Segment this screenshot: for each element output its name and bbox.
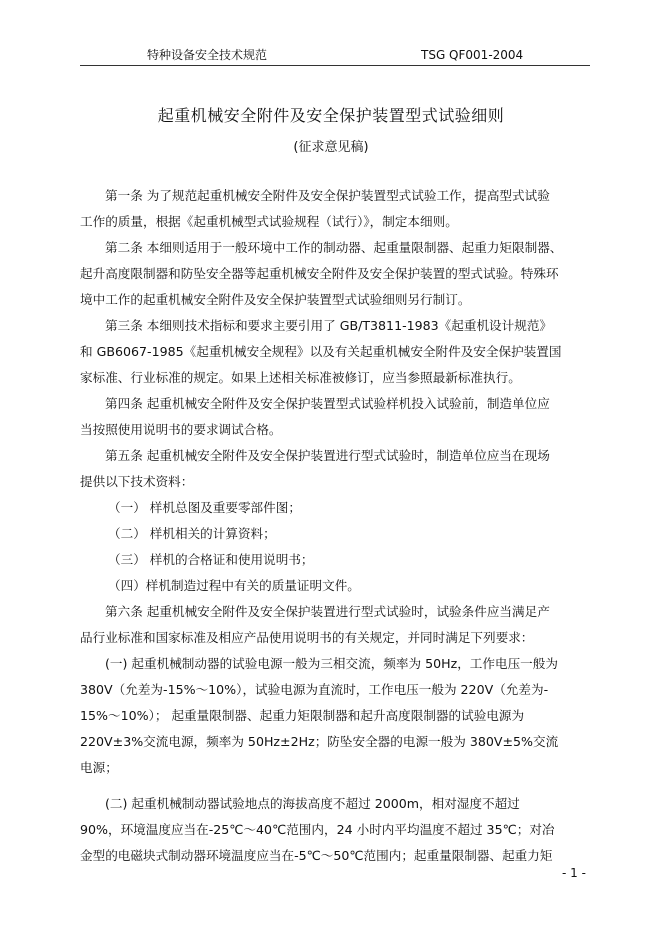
article-3-line: 第三条 本细则技术指标和要求主要引用了 GB/T3811-1983《起重机设计规范》 <box>105 318 553 333</box>
list-item: （一） 样机总图及重要零部件图； <box>108 500 301 515</box>
article-6-line: 品行业标准和国家标准及相应产品使用说明书的有关规定，并同时满足下列要求： <box>80 630 534 645</box>
article-2-line: 第二条 本细则适用于一般环境中工作的制动器、起重量限制器、起重力矩限制器、 <box>105 240 563 255</box>
article-1-line: 工作的质量，根据《起重机械型式试验规程（试行）》，制定本细则。 <box>80 214 458 229</box>
article-2-line: 起升高度限制器和防坠安全器等起重机械安全附件及安全保护装置的型式试验。特殊环 <box>80 266 559 281</box>
document-title: 起重机械安全附件及安全保护装置型式试验细则 <box>157 106 505 125</box>
requirement-1-line: 电源； <box>80 760 118 775</box>
article-4-line: 第四条 起重机械安全附件及安全保护装置型式试验样机投入试验前，制造单位应 <box>105 396 550 411</box>
requirement-1-line: (一) 起重机械制动器的试验电源一般为三相交流，频率为 50Hz，工作电压一般为 <box>105 656 558 671</box>
requirement-2-line: 90%，环境温度应当在-25℃～40℃范围内，24 小时内平均温度不超过 35℃；对冶 <box>80 822 555 837</box>
article-5-line: 第五条 起重机械安全附件及安全保护装置进行型式试验时，制造单位应当在现场 <box>105 448 550 463</box>
article-3-line: 和 GB6067-1985《起重机械安全规程》以及有关起重机械安全附件及安全保护装置国 <box>80 344 562 359</box>
requirement-1-line: 380V（允差为-15%～10%），试验电源为直流时，工作电压一般为 220V（允差为- <box>80 682 549 697</box>
requirement-1-line: 220V±3%交流电源，频率为 50Hz±2Hz；防坠安全器的电源一般为 380V±5%交流 <box>80 734 559 749</box>
document-subtitle: (征求意见稿) <box>293 140 369 155</box>
list-item: （二） 样机相关的计算资料； <box>108 526 276 541</box>
header-divider <box>80 65 590 66</box>
page-header <box>80 46 590 64</box>
list-item: （四）样机制造过程中有关的质量证明文件。 <box>108 578 360 593</box>
article-1-line: 第一条 为了规范起重机械安全附件及安全保护装置型式试验工作，提高型式试验 <box>105 188 550 203</box>
page-number: - 1 - <box>562 866 586 880</box>
header-spec-name: 特种设备安全技术规范 <box>147 48 268 62</box>
article-3-line: 家标准、行业标准的规定。如果上述相关标准被修订，应当参照最新标准执行。 <box>80 370 521 385</box>
article-6-line: 第六条 起重机械安全附件及安全保护装置进行型式试验时，试验条件应当满足产 <box>105 604 550 619</box>
document-body <box>80 184 592 870</box>
requirement-2-line: 金型的电磁块式制动器环境温度应当在-5℃～50℃范围内；起重量限制器、起重力矩 <box>80 848 553 863</box>
article-2-line: 境中工作的起重机械安全附件及安全保护装置型式试验细则另行制订。 <box>80 292 471 307</box>
requirement-2-line: (二) 起重机械制动器试验地点的海拔高度不超过 2000m，相对湿度不超过 <box>105 796 520 811</box>
header-doc-code: TSG QF001-2004 <box>421 48 524 62</box>
article-5-line: 提供以下技术资料： <box>80 474 194 489</box>
list-item: （三） 样机的合格证和使用说明书； <box>108 552 314 567</box>
requirement-1-line: 15%～10%）； 起重量限制器、起重力矩限制器和起升高度限制器的试验电源为 <box>80 708 525 723</box>
article-4-line: 当按照使用说明书的要求调试合格。 <box>80 422 282 437</box>
paragraph-gap <box>80 782 592 792</box>
